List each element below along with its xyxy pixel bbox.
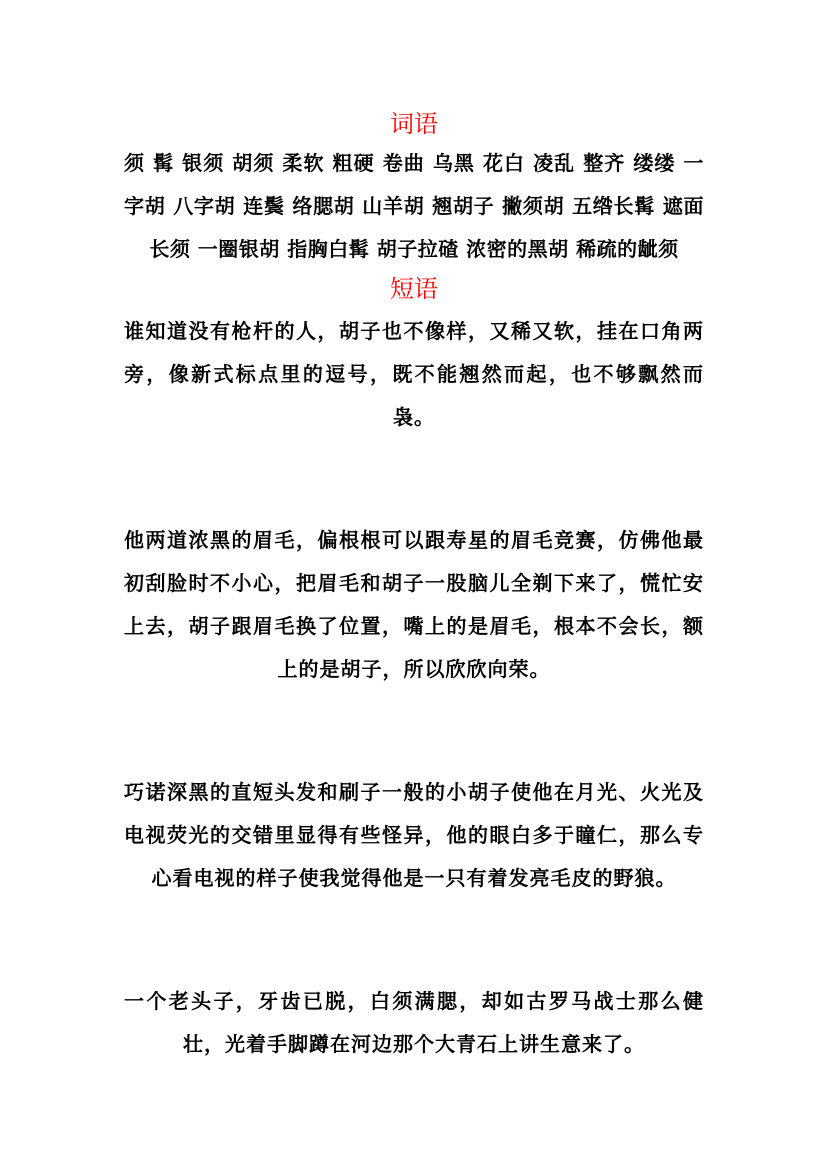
section-heading-words: 词语 xyxy=(390,110,438,138)
document-page xyxy=(124,106,704,1066)
paragraph-spacer xyxy=(124,691,704,771)
word-list: 须 髯 银须 胡须 柔软 粗硬 卷曲 乌黑 花白 凌乱 整齐 缕缕 一字胡 八字胡 连鬓 络腮胡 山羊胡 翘胡子 撇须胡 五绺长髯 遮面长须 一圈银胡 指胸白髯 胡子拉碴 浓密的黑胡 稀疏的龇须 xyxy=(124,151,704,261)
phrase-paragraph-4: 一个老头子，牙齿已脱，白须满腮，却如古罗马战士那么健壮，光着手脚蹲在河边那个大青石上讲生意来了。 xyxy=(124,989,704,1056)
phrase-paragraph-1: 谁知道没有枪杆的人，胡子也不像样，又稀又软，挂在口角两旁，像新式标点里的逗号，既不能翘然而起，也不够飘然而袅。 xyxy=(124,319,704,429)
paragraph-spacer xyxy=(124,439,704,519)
phrase-paragraph-3: 巧诺深黑的直短头发和刷子一般的小胡子使他在月光、火光及电视荧光的交错里显得有些怪异，他的眼白多于瞳仁，那么专心看电视的样子使我觉得他是一只有着发亮毛皮的野狼。 xyxy=(124,780,704,890)
phrase-paragraph-2: 他两道浓黑的眉毛，偏根根可以跟寿星的眉毛竞赛，仿佛他最初刮脸时不小心，把眉毛和胡子一股脑儿全剃下来了，慌忙安上去，胡子跟眉毛换了位置，嘴上的是眉毛，根本不会长，额上的是胡子，所以欣欣向荣。 xyxy=(124,528,704,681)
section-heading-phrases: 短语 xyxy=(390,275,438,303)
paragraph-spacer xyxy=(124,900,704,980)
